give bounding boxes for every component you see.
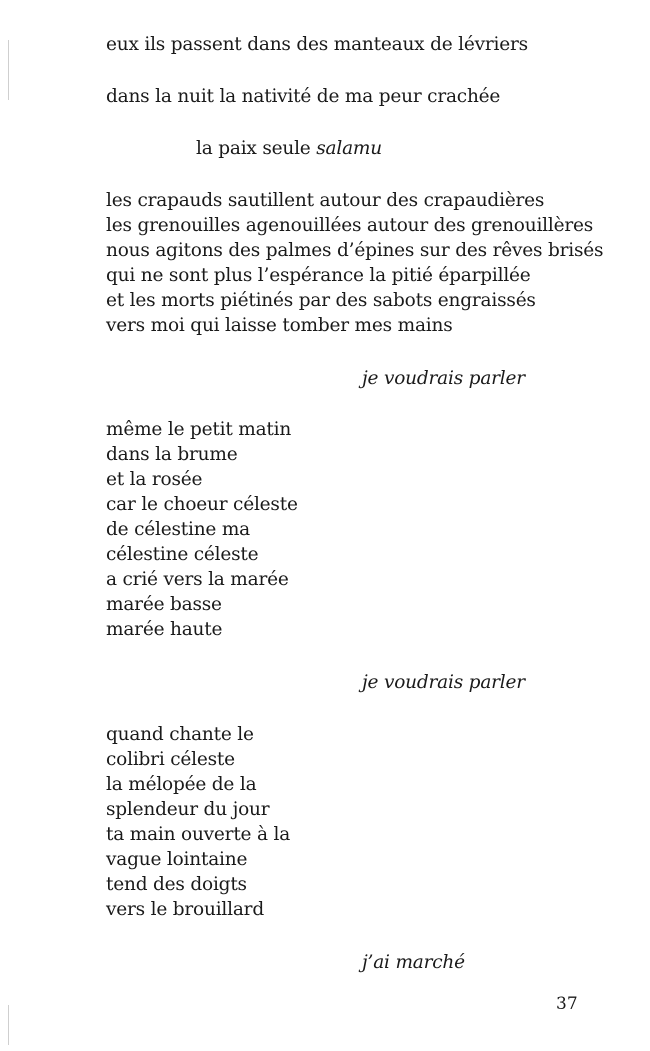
poem-line: marée basse [106, 594, 222, 615]
poem-line: colibri céleste [106, 749, 235, 770]
page-number: 37 [556, 994, 578, 1014]
poem-line: dans la brume [106, 444, 238, 465]
salamu-word: salamu [316, 138, 382, 159]
poem-line: et les morts piétinés par des sabots engraissés [106, 290, 536, 311]
poem-line: qui ne sont plus l’espérance la pitié éparpillée [106, 265, 531, 286]
poem-line: les grenouilles agenouillées autour des grenouillères [106, 215, 594, 236]
refrain: je voudrais parler [362, 368, 525, 389]
poem-line: les crapauds sautillent autour des crapaudières [106, 190, 545, 211]
poem-line: car le choeur céleste [106, 494, 298, 515]
poem-line: et la rosée [106, 469, 203, 490]
refrain: je voudrais parler [362, 672, 525, 693]
poem-line: a crié vers la marée [106, 569, 289, 590]
refrain: j’ai marché [362, 952, 465, 973]
poem-line: tend des doigts [106, 874, 247, 895]
poem-line-salamu [196, 136, 382, 161]
poem-line: de célestine ma [106, 519, 251, 540]
poem-line: même le petit matin [106, 419, 292, 440]
margin-mark [8, 40, 9, 100]
poem-line: nous agitons des palmes d’épines sur des rêves brisés [106, 240, 604, 261]
poem-line: quand chante le [106, 724, 254, 745]
poem-line: dans la nuit la nativité de ma peur crachée [106, 86, 501, 107]
poem-line: vers moi qui laisse tomber mes mains [106, 315, 453, 336]
salamu-prefix: la paix seule [196, 138, 317, 159]
poem-line: célestine céleste [106, 544, 259, 565]
poem-line: ta main ouverte à la [106, 824, 291, 845]
poem-line: splendeur du jour [106, 799, 270, 820]
margin-mark [8, 1005, 9, 1045]
poem-line: vers le brouillard [106, 899, 264, 920]
poem-line: la mélopée de la [106, 774, 257, 795]
poem-line: marée haute [106, 619, 223, 640]
poem-line: vague lointaine [106, 849, 248, 870]
poem-line: eux ils passent dans des manteaux de lévriers [106, 34, 528, 55]
